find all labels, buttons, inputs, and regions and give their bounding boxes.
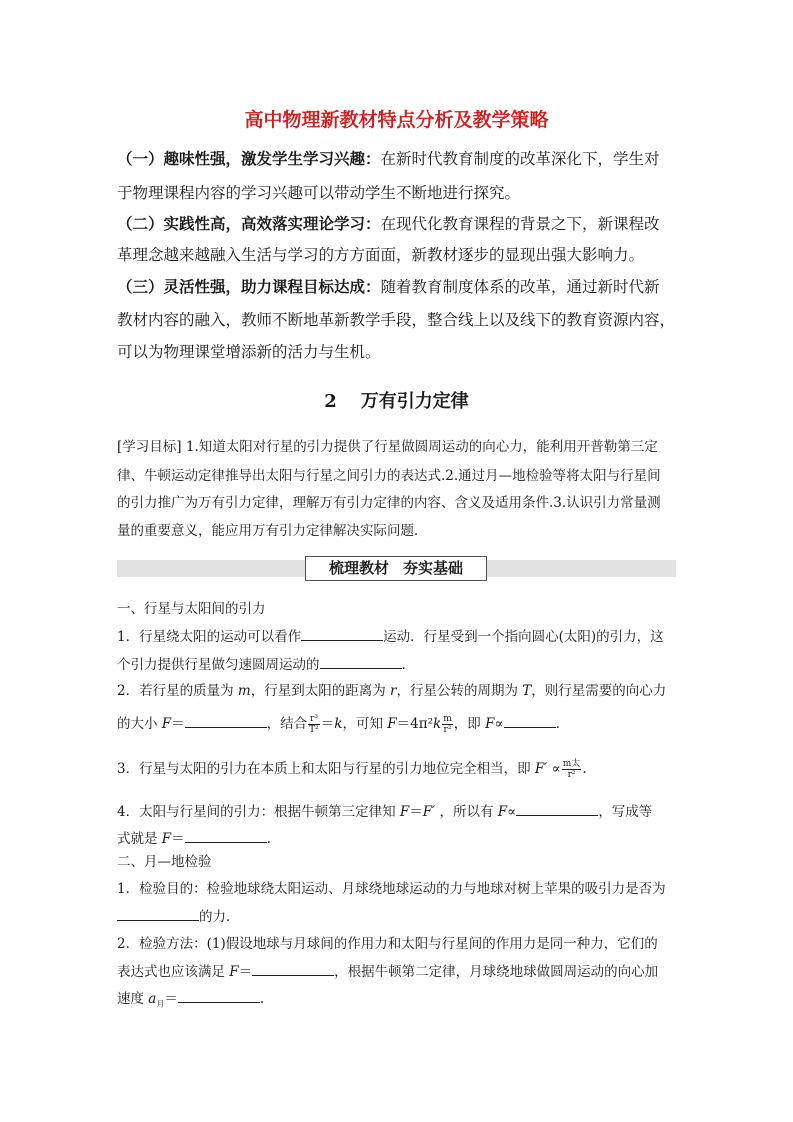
part1-item3: 3．行星与太阳的引力在本质上和太阳与行星的引力地位完全相当，即 F′ ∝ $\frac{\text{m太}}{\text{r²}}$ . bbox=[117, 759, 587, 780]
part2-item2-line-2: 表达式也应该满足 F＝ ，根据牛顿第二定律，月球绕地球做圆周运动的向心加 bbox=[117, 961, 658, 982]
part1-item4-line-1: 4．太阳与行星间的引力：根据牛顿第三定律知 F＝F′ ，所以有 F∝ ，写成等 bbox=[117, 801, 652, 822]
section-band-label: 梳理教材 夯实基础 bbox=[305, 556, 487, 581]
fraction-r3-t2: $\frac{\text{r³}}{\text{T²}}$ bbox=[309, 714, 319, 735]
intro-3-line-3: 可以为物理课堂增添新的活力与生机。 bbox=[117, 343, 381, 361]
fraction-msun-r2: $\frac{\text{m太}}{\text{r²}}$ bbox=[562, 759, 581, 780]
part1-item2-line-2: 的大小 F＝ ，结合 $\frac{\text{r³}}{\text{T²}}$ ＝k，可知 F＝4π²k $\frac{m}{\text{r²}}$ ，即 F∝ . bbox=[117, 714, 560, 735]
answer-blank[interactable] bbox=[252, 961, 334, 976]
intro-3-line-2: 教材内容的融入，教师不断地革新教学手段，整合线上以及线下的教育资源内容， bbox=[117, 311, 676, 329]
answer-blank[interactable] bbox=[516, 801, 598, 816]
intro-2-line-1: （二）实践性高，高效落实理论学习：在现代化教育课程的背景之下，新课程改 bbox=[117, 215, 660, 233]
part1-item1-line-1: 1．行星绕太阳的运动可以看作 运动．行星受到一个指向圆心(太阳)的引力，这 bbox=[117, 626, 664, 647]
intro-1-line-2: 于物理课程内容的学习兴趣可以带动学生不断地进行探究。 bbox=[117, 184, 521, 202]
answer-blank[interactable] bbox=[301, 626, 383, 641]
answer-blank[interactable] bbox=[185, 828, 267, 843]
objectives-line-2: 律、牛顿运动定律推导出太阳与行星之间引力的表达式.2.通过月—地检验等将太阳与行星间 bbox=[117, 468, 661, 484]
section-title: 2 万有引力定律 bbox=[324, 391, 469, 412]
part1-heading: 一、行星与太阳间的引力 bbox=[117, 601, 266, 617]
part2-item2-line-3: 速度 $a_月=$ . bbox=[117, 988, 264, 1015]
part1-item2-line-1: 2．若行星的质量为 m，行星到太阳的距离为 r，行星公转的周期为 T，则行星需要的向心力 bbox=[117, 683, 667, 699]
answer-blank[interactable] bbox=[185, 713, 267, 728]
part2-item1-line-2: 的力． bbox=[117, 906, 240, 927]
page-title: 高中物理新教材特点分析及教学策略 bbox=[244, 109, 549, 131]
answer-blank[interactable] bbox=[178, 988, 260, 1003]
fraction-m-r2: $\frac{m}{\text{r²}}$ bbox=[443, 714, 452, 735]
intro-2-line-2: 革理念越来越融入生活与学习的方方面面，新教材逐步的显现出强大影响力。 bbox=[117, 246, 645, 264]
objectives-line-3: 的引力推广为万有引力定律，理解万有引力定律的内容、含义及适用条件.3.认识引力常量测 bbox=[117, 495, 661, 511]
intro-3-line-1: （三）灵活性强，助力课程目标达成：随着教育制度体系的改革，通过新时代新 bbox=[117, 278, 660, 296]
part1-item4-line-2: 式就是 F＝ . bbox=[117, 828, 271, 849]
part1-item1-line-2: 个引力提供行星做匀速圆周运动的 ． bbox=[117, 654, 415, 675]
part2-heading: 二、月—地检验 bbox=[117, 854, 212, 870]
part2-item1-line-1: 1．检验目的：检验地球绕太阳运动、月球绕地球运动的力与地球对树上苹果的吸引力是否为 bbox=[117, 881, 666, 897]
objectives-line-4: 量的重要意义，能应用万有引力定律解决实际问题． bbox=[117, 523, 428, 539]
part2-item2-line-1: 2．检验方法：(1)假设地球与月球间的作用力和太阳与行星间的作用力是同一种力，它们的 bbox=[117, 936, 658, 952]
answer-blank[interactable] bbox=[504, 713, 556, 728]
objectives-line-1: [学习目标] 1.知道太阳对行星的引力提供了行星做圆周运动的向心力，能利用开普勒第三定 bbox=[117, 439, 658, 455]
intro-1-line-1: （一）趣味性强，激发学生学习兴趣：在新时代教育制度的改革深化下，学生对 bbox=[117, 150, 660, 168]
answer-blank[interactable] bbox=[117, 906, 199, 921]
answer-blank[interactable] bbox=[320, 654, 402, 669]
